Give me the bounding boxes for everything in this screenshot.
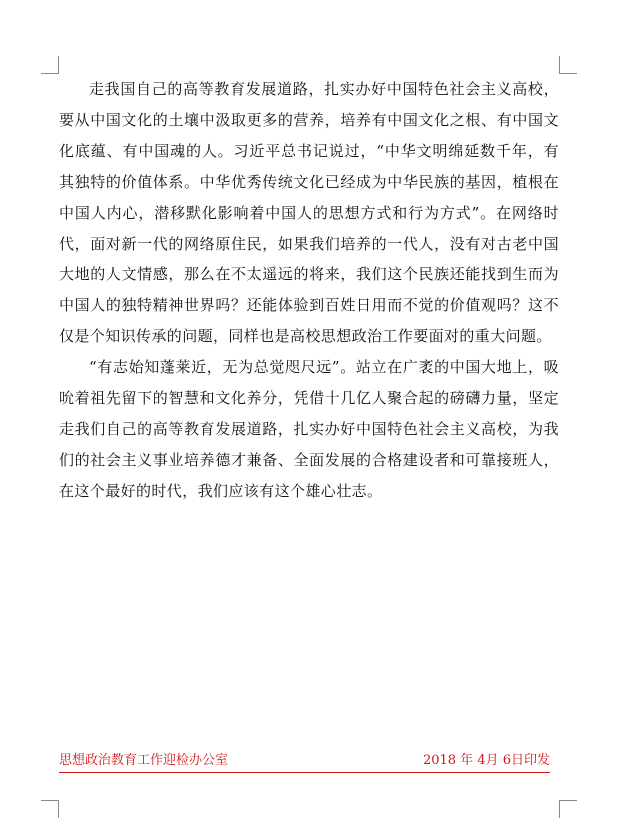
footer-date: 2018 年 4月 6日印发 xyxy=(422,753,550,768)
crop-mark-bottom-left xyxy=(41,800,59,818)
paragraph-1[interactable]: 走我国自己的高等教育发展道路，扎实办好中国特色社会主义高校，要从中国文化的土壤中汲取更多的营养，培养有中国文化之根、有中国文化底蕴、有中国魂的人。习近平总书记说过，“中华文明绵延数千年，有其独特的价值体系。中华优秀传统文化已经成为中华民族的基因，植根在中国人内心，潜移默化影响着中国人的思想方式和行为方式”。在网络时代，面对新一代的网络原住民，如果我们培养的一代人，没有对古老中国大地的人文情感，那么在不太遥远的将来，我们这个民族还能找到生而为中国人的独特精神世界吗？还能体验到百姓日用而不觉的价值观吗？这不仅是个知识传承的问题，同样也是高校思想政治工作要面对的重大问题。 xyxy=(59,80,559,346)
crop-mark-top-left xyxy=(41,56,59,74)
document-body[interactable] xyxy=(59,74,559,507)
crop-mark-bottom-right xyxy=(559,800,577,818)
paragraph-2[interactable]: “有志始知蓬莱近，无为总觉咫尺远”。站立在广袤的中国大地上，吸吮着祖先留下的智慧和文化养分，凭借十几亿人聚合起的磅礴力量，坚定走我们自己的高等教育发展道路，扎实办好中国特色社会主义高校，为我们的社会主义事业培养德才兼备、全面发展的合格建设者和可靠接班人，在这个最好的时代，我们应该有这个雄心壮志。 xyxy=(59,358,559,500)
crop-mark-top-right xyxy=(559,56,577,74)
document-footer xyxy=(59,752,550,773)
footer-issuer: 思想政治教育工作迎检办公室 xyxy=(59,753,229,768)
